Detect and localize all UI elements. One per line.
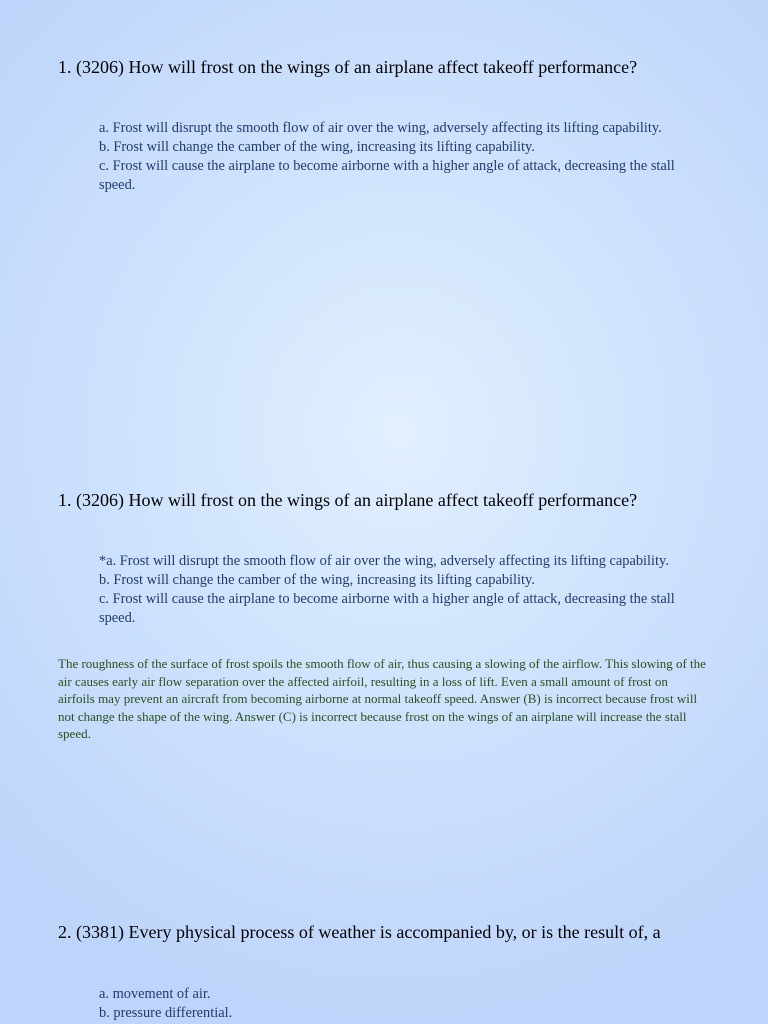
answer-option-a: a. movement of air. bbox=[99, 986, 211, 1002]
answer-option-b: b. Frost will change the camber of the wing, increasing its lifting capability. bbox=[99, 572, 535, 588]
question-text: 2. (3381) Every physical process of weather is accompanied by, or is the result of, a bbox=[58, 922, 661, 942]
answer-options bbox=[99, 119, 699, 195]
answer-option-b: b. pressure differential. bbox=[99, 1005, 233, 1021]
answer-explanation: The roughness of the surface of frost spoils the smooth flow of air, thus causing a slowing of the airflow. This slowing of the air causes early air flow separation over the affected airfoil, resulting in a loss of lift. Even a small amount of frost on airfoils may prevent an aircraft from becoming airborne at normal takeoff speed. Answer (B) is incorrect because frost will not change the shape of the wing. Answer (C) is incorrect because frost on the wings of an airplane will increase the stall speed. bbox=[58, 656, 706, 741]
answer-option-b: b. Frost will change the camber of the wing, increasing its lifting capability. bbox=[99, 139, 535, 155]
answer-option-c: c. Frost will cause the airplane to become airborne with a higher angle of attack, decreasing the stall speed. bbox=[99, 591, 675, 626]
question-text: 1. (3206) How will frost on the wings of an airplane affect takeoff performance? bbox=[58, 57, 638, 77]
question-text: 1. (3206) How will frost on the wings of an airplane affect takeoff performance? bbox=[58, 490, 638, 510]
answer-option-a: a. Frost will disrupt the smooth flow of air over the wing, adversely affecting its lifting capability. bbox=[99, 120, 662, 136]
answer-options bbox=[99, 552, 699, 628]
answer-option-c: c. Frost will cause the airplane to become airborne with a higher angle of attack, decreasing the stall speed. bbox=[99, 158, 675, 193]
answer-option-a-correct: *a. Frost will disrupt the smooth flow of air over the wing, adversely affecting its lifting capability. bbox=[99, 553, 669, 569]
answer-options bbox=[99, 985, 699, 1023]
